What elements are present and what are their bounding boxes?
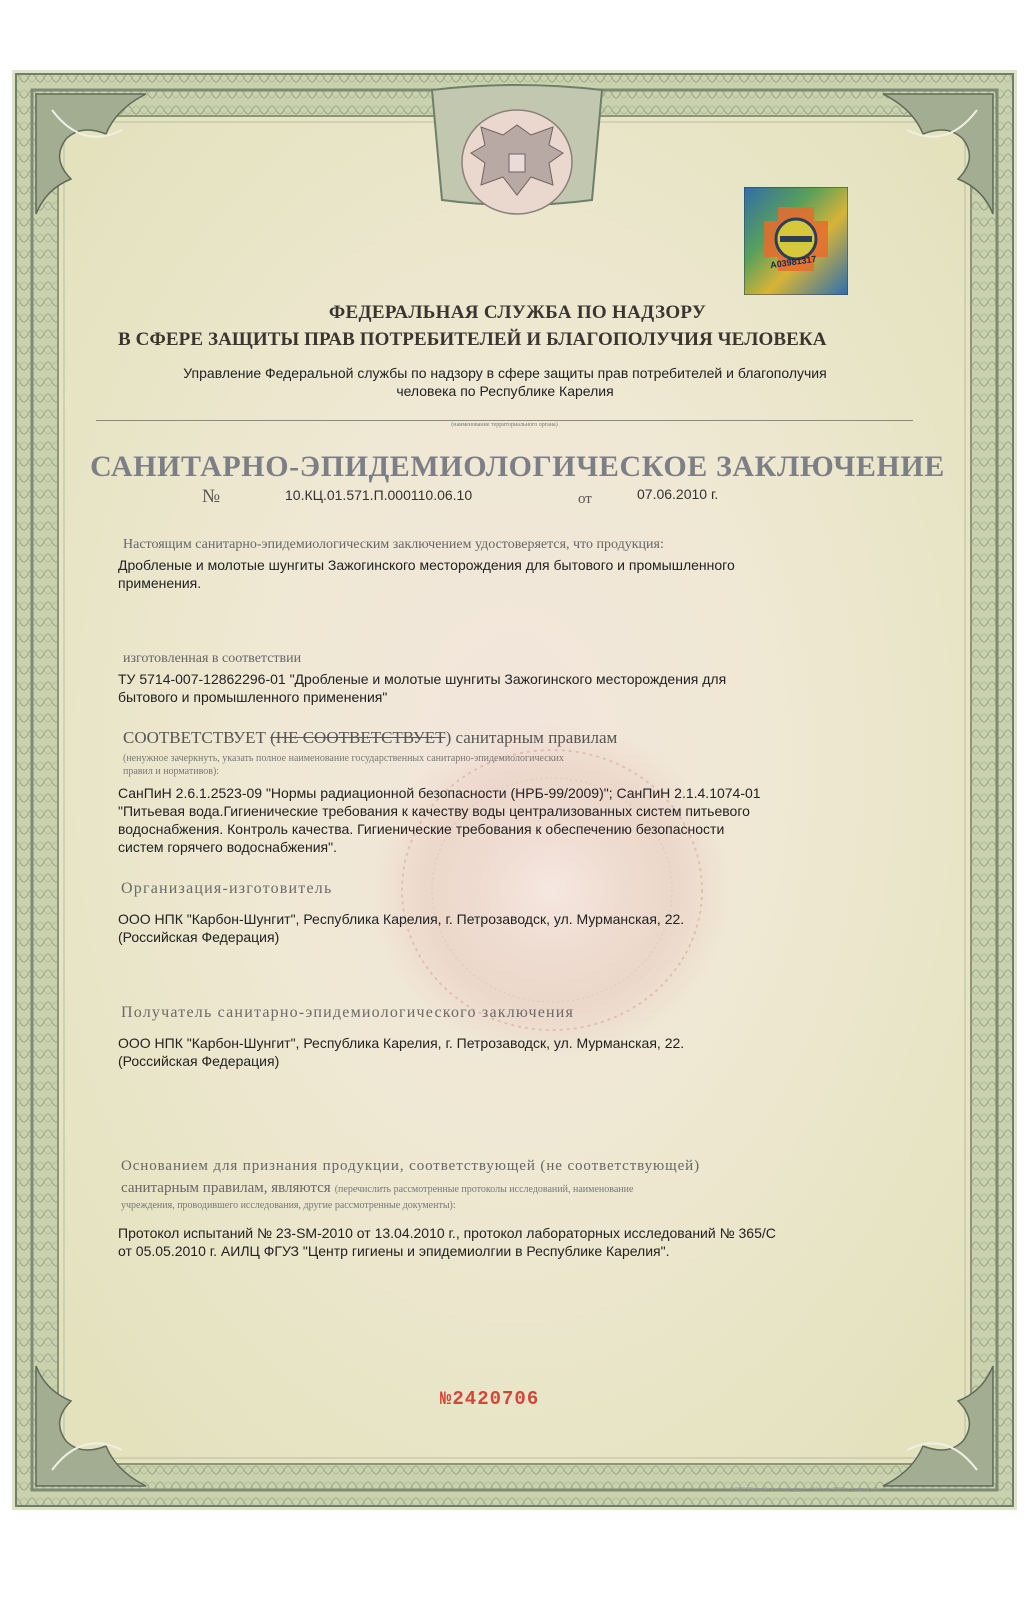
department-rule <box>96 420 913 421</box>
made-line2: бытового и промышленного применения" <box>118 689 388 705</box>
department-name <box>95 364 915 400</box>
recipient-label: Получатель санитарно-эпидемиологического заключения <box>121 1004 575 1021</box>
manufacturer-line1: ООО НПК "Карбон-Шунгит", Республика Карелия, г. Петрозаводск, ул. Мурманская, 22. <box>118 911 685 927</box>
hologram-code: A03981317 <box>769 253 818 271</box>
rules-line3: водоснабжения. Контроль качества. Гигиенические требования к обеспечению безопасности <box>118 821 725 837</box>
basis-line2: от 05.05.2010 г. АИЛЦ ФГУЗ "Центр гигиены и эпидемиолгии в Республике Карелия". <box>118 1243 670 1259</box>
agency-name-line2: В СФЕРЕ ЗАЩИТЫ ПРАВ ПОТРЕБИТЕЛЕЙ И БЛАГОПОЛУЧИЯ ЧЕЛОВЕКА <box>118 329 827 350</box>
emblem-icon <box>432 85 602 214</box>
sanitary-rules <box>118 784 918 856</box>
product-line2: применения. <box>118 575 202 591</box>
document-title: САНИТАРНО-ЭПИДЕМИОЛОГИЧЕСКОЕ ЗАКЛЮЧЕНИЕ <box>90 450 945 483</box>
rules-line4: систем горячего водоснабжения". <box>118 839 337 855</box>
number-label: № <box>202 486 221 507</box>
hologram-icon <box>744 187 848 295</box>
manufacturer-line2: (Российская Федерация) <box>118 929 280 945</box>
not-complies-text: (НЕ СООТВЕТСТВУЕТ <box>270 728 446 747</box>
intro-label: Настоящим санитарно-эпидемиологическим заключением удостоверяется, что продукция: <box>123 537 664 552</box>
printer-note: © ЗАО «Первый печатный двор», г. Москва, 2009 г., уровень «В» <box>730 1487 880 1493</box>
department-caption: (наименование территориального органа) <box>451 422 558 428</box>
rules-line2: "Питьевая вода.Гигиенические требования к качеству воды централизованных систем питьевого <box>118 803 750 819</box>
made-line1: ТУ 5714-007-12862296-01 "Дробленые и молотые шунгиты Зажогинского месторождения для <box>118 671 727 687</box>
compliance-note <box>123 752 903 778</box>
product-line1: Дробленые и молотые шунгиты Зажогинского месторождения для бытового и промышленного <box>118 557 735 573</box>
basis-label-line1: Основанием для признания продукции, соответствующей (не соответствующей) <box>121 1158 700 1174</box>
basis-note-line1: (перечислить рассмотренные протоколы исследований, наименование <box>334 1184 634 1195</box>
manufacturer <box>118 910 908 946</box>
compliance-statement <box>123 728 617 748</box>
complies-tail: ) санитарным правилам <box>445 728 618 747</box>
complies-text: СООТВЕТСТВУЕТ <box>123 728 266 747</box>
basis-note-line2: учреждения, проводившего исследования, другие рассмотренные документы): <box>121 1200 456 1211</box>
recipient <box>118 1034 908 1070</box>
department-line2: человека по Республике Карелия <box>396 383 614 399</box>
basis-label <box>121 1180 896 1196</box>
department-line1: Управление Федеральной службы по надзору в сфере защиты прав потребителей и благополучия <box>183 365 827 381</box>
made-according-to <box>118 670 908 706</box>
rules-line1: СанПиН 2.6.1.2523-09 "Нормы радиационной безопасности (НРБ-99/2009)"; СанПиН 2.1.4.1074-01 <box>118 785 761 801</box>
manufacturer-label: Организация-изготовитель <box>121 880 333 897</box>
certificate-date: 07.06.2010 г. <box>637 486 719 502</box>
date-label: от <box>578 491 592 507</box>
product-description <box>118 556 908 592</box>
compliance-note-line2: правил и нормативов): <box>123 766 220 777</box>
recipient-line1: ООО НПК "Карбон-Шунгит", Республика Карелия, г. Петрозаводск, ул. Мурманская, 22. <box>118 1035 685 1051</box>
made-label: изготовленная в соответствии <box>123 651 302 666</box>
recipient-line2: (Российская Федерация) <box>118 1053 280 1069</box>
basis-documents <box>118 1224 948 1260</box>
basis-line1: Протокол испытаний № 23-SM-2010 от 13.04.2010 г., протокол лабораторных исследований № 365/С <box>118 1225 776 1241</box>
certificate-number: 10.КЦ.01.571.П.000110.06.10 <box>285 487 473 503</box>
basis-label-line2: санитарным правилам, являются <box>121 1180 331 1196</box>
agency-name-line1: ФЕДЕРАЛЬНАЯ СЛУЖБА ПО НАДЗОРУ <box>328 302 707 323</box>
serial-number: №2420706 <box>440 1388 540 1410</box>
compliance-note-line1: (ненужное зачеркнуть, указать полное наименование государственных санитарно-эпидемиологических <box>123 753 564 764</box>
